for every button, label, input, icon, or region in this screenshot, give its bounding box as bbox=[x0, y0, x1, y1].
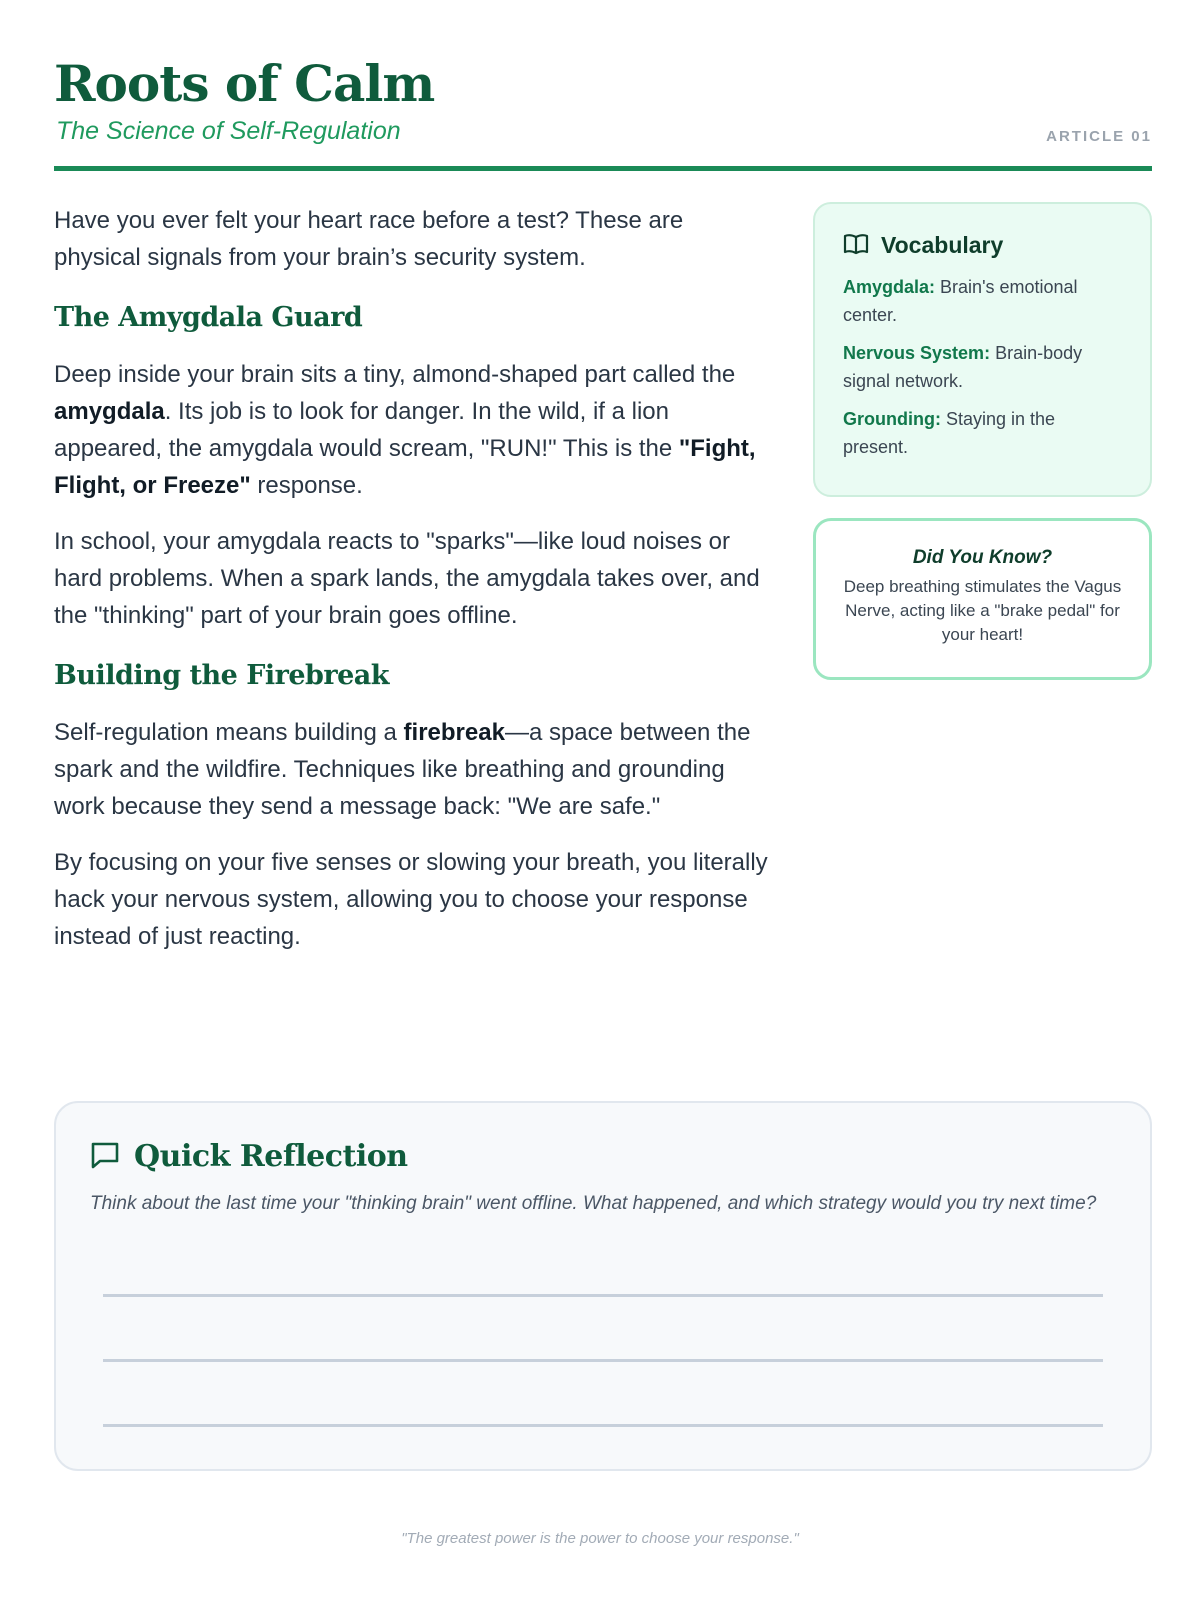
writing-line[interactable] bbox=[103, 1359, 1103, 1362]
header-divider bbox=[54, 166, 1152, 171]
page-subtitle: The Science of Self-Regulation bbox=[56, 117, 401, 145]
vocab-term: Nervous System: bbox=[843, 343, 991, 363]
term-fight-flight-freeze: "Fight, Flight, or Freeze" bbox=[54, 435, 756, 499]
vocab-item bbox=[843, 405, 1124, 461]
vocabulary-header bbox=[843, 232, 1124, 259]
vocab-item bbox=[843, 273, 1124, 329]
amygdala-paragraph-2: In school, your amygdala reacts to "sparks"—like loud noises or hard problems. When a spark lands, the amygdala takes over, and the "thinking" part of your brain goes offline. bbox=[54, 528, 760, 629]
firebreak-paragraph-2: By focusing on your five senses or slowing your breath, you literally hack your nervous system, allowing you to choose your response instead of just reacting. bbox=[54, 849, 768, 950]
intro-paragraph: Have you ever felt your heart race before a test? These are physical signals from your brain’s security system. bbox=[54, 207, 684, 271]
page-title: Roots of Calm bbox=[54, 54, 435, 113]
quick-reflection-box bbox=[54, 1101, 1152, 1471]
article-number-label: ARTICLE 01 bbox=[1046, 128, 1152, 145]
section-heading-amygdala: The Amygdala Guard bbox=[54, 302, 363, 333]
vocabulary-title: Vocabulary bbox=[881, 232, 1004, 258]
did-you-know-text: Deep breathing stimulates the Vagus Nerve, acting like a "brake pedal" for your heart! bbox=[843, 577, 1122, 644]
vocab-definition: Brain's emotional center. bbox=[843, 277, 1078, 325]
book-icon bbox=[843, 233, 869, 259]
reflection-header bbox=[90, 1139, 1116, 1174]
amygdala-paragraph-1: Deep inside your brain sits a tiny, almond-shaped part called the amygdala. Its job is to look for danger. In the wild, if a lion appeared, the amygdala would scream, "RUN!" This is the "Fight, Flight, or Freeze" response. bbox=[54, 361, 756, 499]
section-heading-firebreak: Building the Firebreak bbox=[54, 660, 390, 691]
did-you-know-callout bbox=[813, 518, 1152, 680]
writing-line[interactable] bbox=[103, 1294, 1103, 1297]
did-you-know-title: Did You Know? bbox=[912, 547, 1053, 568]
vocab-item bbox=[843, 339, 1124, 395]
reflection-title: Quick Reflection bbox=[134, 1139, 408, 1174]
firebreak-paragraph-1: Self-regulation means building a firebreak—a space between the spark and the wildfire. Techniques like breathing and grounding work because they send a message back: "We are safe." bbox=[54, 719, 751, 820]
term-amygdala: amygdala bbox=[54, 398, 165, 425]
vocabulary-box bbox=[813, 202, 1152, 497]
vocab-definition: Brain-body signal network. bbox=[843, 343, 1083, 391]
term-firebreak: firebreak bbox=[403, 719, 505, 746]
vocab-term: Amygdala: bbox=[843, 277, 936, 297]
article-body bbox=[54, 202, 774, 974]
speech-bubble-icon bbox=[90, 1141, 120, 1173]
writing-line[interactable] bbox=[103, 1424, 1103, 1427]
vocab-definition: Staying in the present. bbox=[843, 409, 1056, 457]
page-header bbox=[54, 52, 1152, 174]
vocab-term: Grounding: bbox=[843, 409, 941, 429]
footer-quote: "The greatest power is the power to choose your response." bbox=[401, 1530, 799, 1547]
reflection-prompt: Think about the last time your "thinking brain" went offline. What happened, and which strategy would you try next time? bbox=[90, 1193, 1097, 1214]
